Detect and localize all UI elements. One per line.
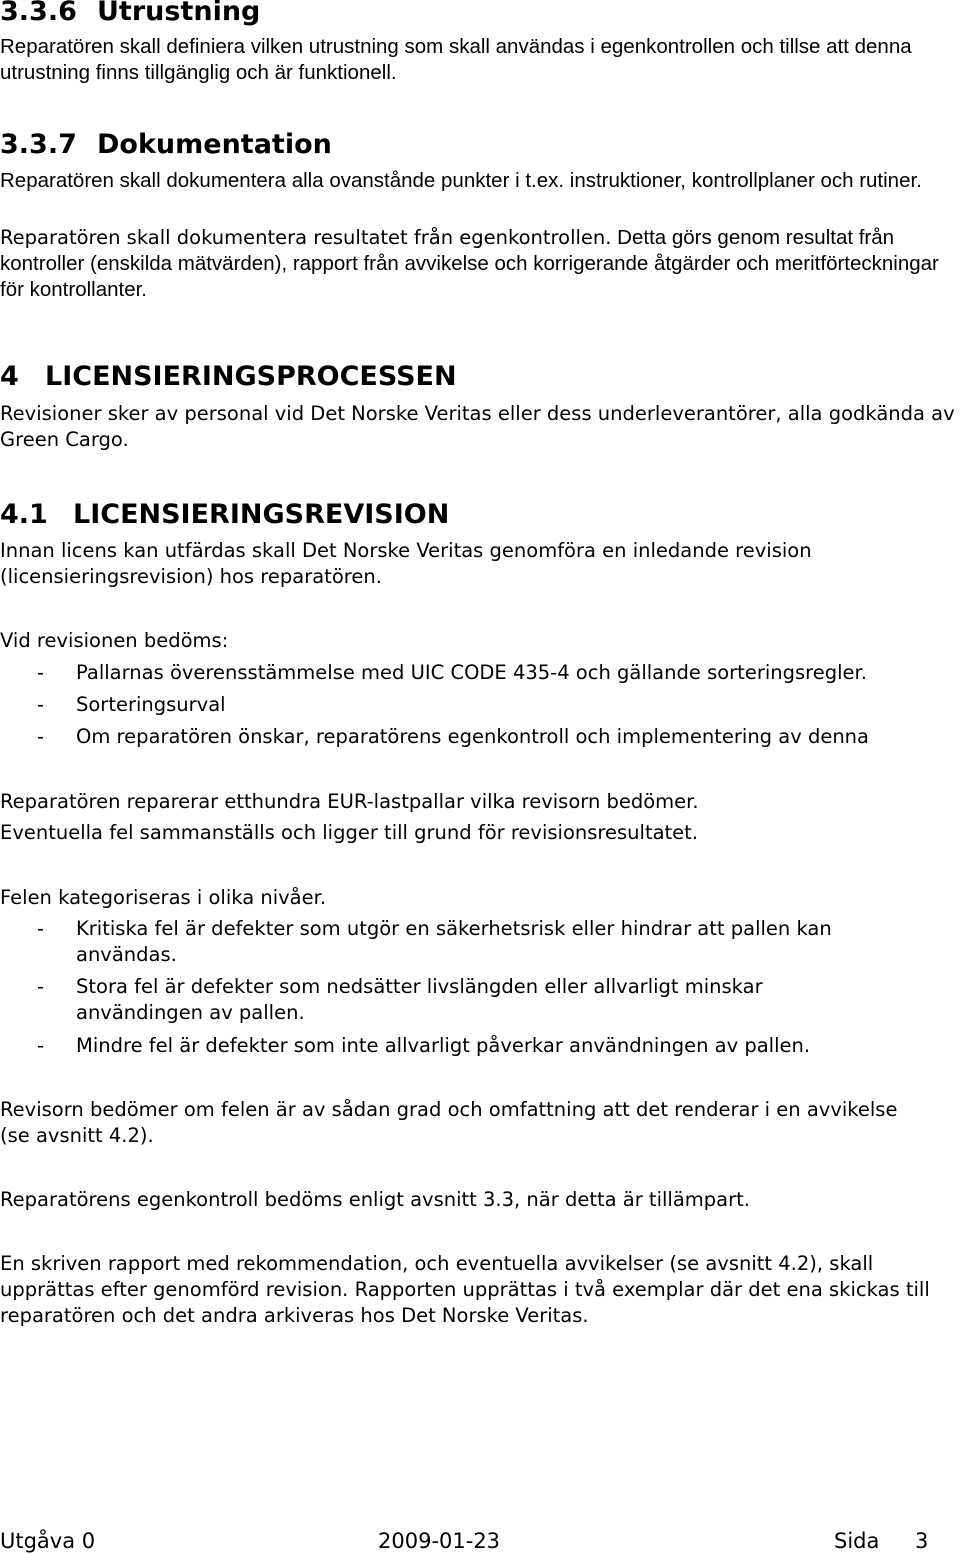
dokumentation-paragraph-2-a: Reparatören skall dokumentera resultatet från egenkontrollen.	[0, 226, 612, 249]
licensieringsrevision-paragraph: Innan licens kan utfärdas skall Det Norske Veritas genomföra en inledande revision (licensieringsrevision) hos reparatören.	[0, 539, 812, 588]
list-item-text: Sorteringsurval	[76, 693, 226, 716]
dokumentation-paragraph-1: Reparatören skall dokumentera alla ovanstånde punkter i t.ex. instruktioner, kontrollplaner och rutiner.	[0, 169, 922, 192]
heading-title: LICENSIERINGSPROCESSEN	[45, 361, 457, 392]
assessment-intro: Vid revisionen bedöms:	[0, 629, 229, 652]
list-dash: -	[37, 725, 45, 748]
list-dash: -	[37, 1034, 45, 1057]
list-dash: -	[37, 917, 45, 940]
self-check-paragraph: Reparatörens egenkontroll bedöms enligt avsnitt 3.3, när detta är tillämpart.	[0, 1188, 750, 1211]
footer-date: 2009-01-23	[378, 1529, 501, 1553]
list-item-text: Mindre fel är defekter som inte allvarligt påverkar användningen av pallen.	[76, 1034, 811, 1057]
heading-number: 3.3.6	[0, 0, 77, 27]
list-item-text: Om reparatören önskar, reparatörens egenkontroll och implementering av denna	[76, 725, 869, 748]
footer-page-label: Sida	[834, 1529, 880, 1553]
heading-4	[0, 362, 960, 392]
list-item-text: Pallarnas överensstämmelse med UIC CODE 435-4 och gällande sorteringsregler.	[76, 661, 867, 684]
faults-intro: Felen kategoriseras i olika nivåer.	[0, 886, 327, 909]
dokumentation-paragraph-2-b: Detta görs genom resultat från kontroller (enskilda mätvärden), rapport från avvikelse och korrigerande åtgärder och meritförteckningar för kontrollanter.	[0, 226, 939, 301]
list-dash: -	[37, 975, 45, 998]
heading-title: Utrustning	[97, 0, 261, 27]
list-dash: -	[37, 693, 45, 716]
heading-3-3-6	[0, 0, 960, 27]
heading-3-3-7	[0, 130, 960, 160]
list-item-text: Stora fel är defekter som nedsätter livslängden eller allvarligt minskar användingen av pallen.	[76, 975, 763, 1024]
heading-title: Dokumentation	[97, 129, 332, 160]
list-dash: -	[37, 661, 45, 684]
heading-title: LICENSIERINGSREVISION	[73, 499, 450, 530]
dokumentation-paragraph-2	[0, 225, 960, 303]
auditor-paragraph: Revisorn bedömer om felen är av sådan grad och omfattning att det renderar i en avvikelse (se avsnitt 4.2).	[0, 1098, 898, 1147]
footer-page-number: 3	[915, 1529, 929, 1553]
utrustning-paragraph: Reparatören skall definiera vilken utrustning som skall användas i egenkontrollen och tillse att denna utrustning finns tillgänglig och är funktionell.	[0, 35, 912, 84]
repair-line-2: Eventuella fel sammanställs och ligger till grund för revisionsresultatet.	[0, 821, 699, 844]
repair-line-1: Reparatören reparerar etthundra EUR-lastpallar vilka revisorn bedömer.	[0, 790, 699, 813]
list-item-text: Kritiska fel är defekter som utgör en säkerhetsrisk eller hindrar att pallen kan användas.	[76, 917, 832, 966]
heading-number: 4.1	[0, 499, 48, 530]
heading-number: 4	[0, 361, 19, 392]
footer-edition: Utgåva 0	[0, 1529, 96, 1553]
page-footer	[0, 1528, 960, 1554]
report-paragraph: En skriven rapport med rekommendation, och eventuella avvikelser (se avsnitt 4.2), skall upprättas efter genomförd revision. Rapporten upprättas i två exemplar där det ena skickas till reparatören och det andra arkiveras hos Det Norske Veritas.	[0, 1252, 930, 1327]
heading-number: 3.3.7	[0, 129, 77, 160]
licensieringsprocessen-paragraph: Revisioner sker av personal vid Det Norske Veritas eller dess underleverantörer, alla godkända av Green Cargo.	[0, 402, 955, 451]
heading-4-1	[0, 500, 960, 530]
